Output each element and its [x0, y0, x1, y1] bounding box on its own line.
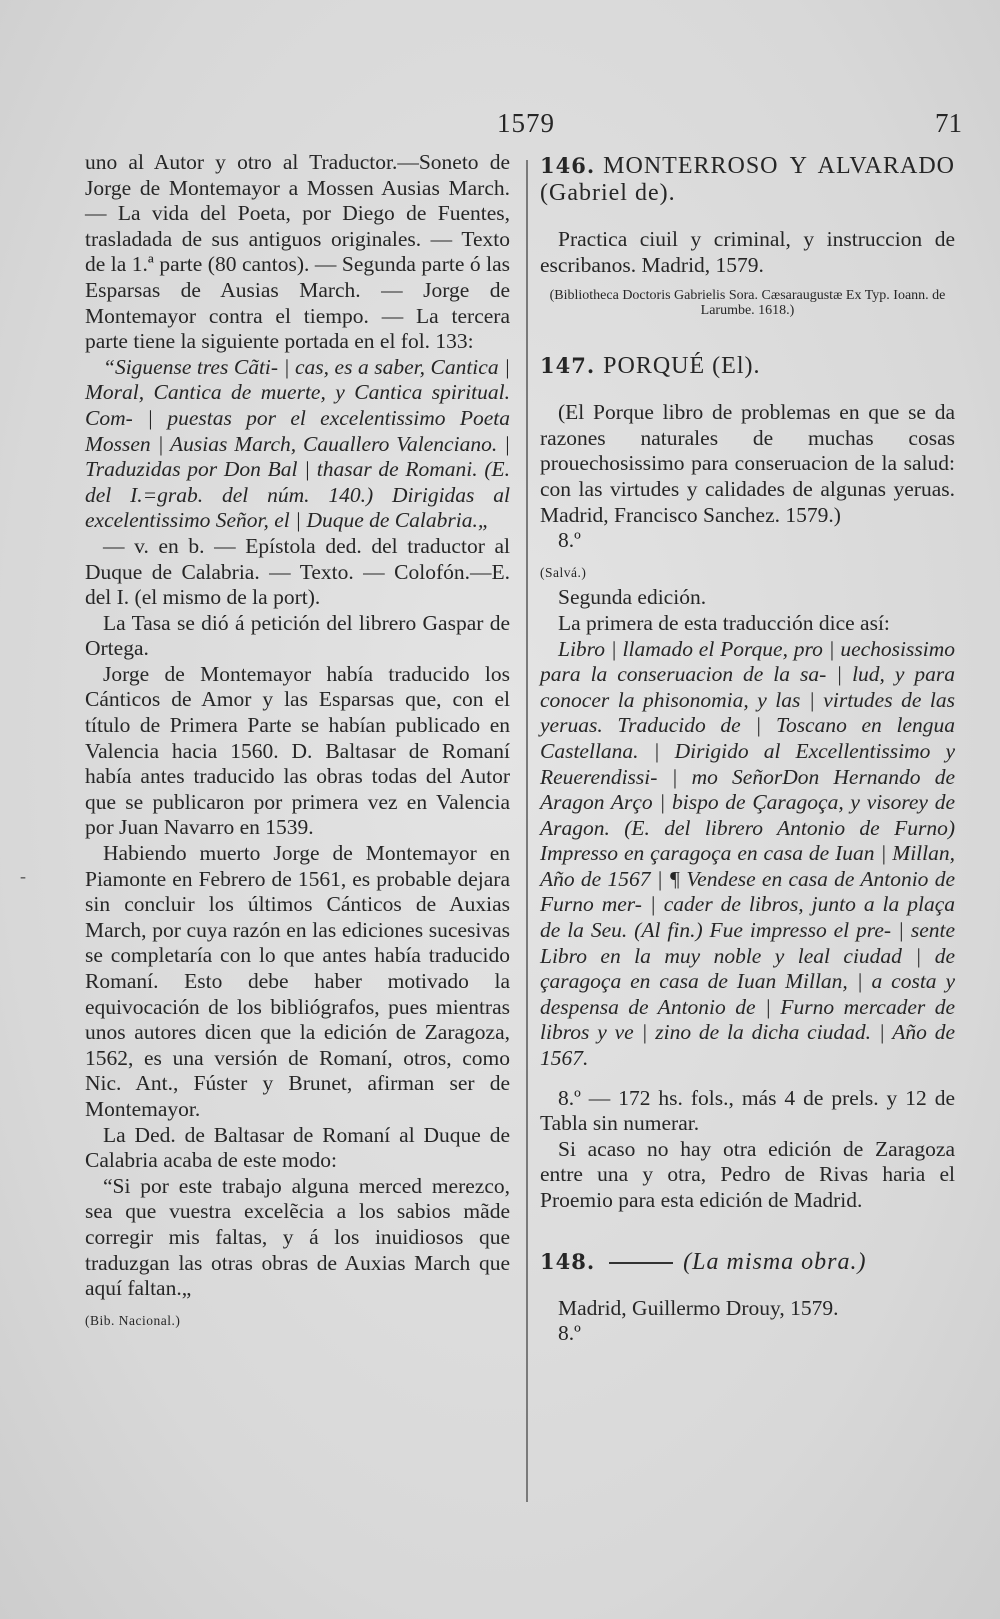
contents-paragraph: uno al Autor y otro al Traductor.—Soneto de Jorge de Montemayor a Mossen Ausias March. — La vida del Poeta, por Diego de Fuentes, trasladada de sus antiguos originales. — Texto de la 1.ª parte (80 cantos). — Segunda parte ó las Esparsas de Ausias March. — Jorge de Montemayor contra el tiempo. — La tercera parte tiene la siguiente portada en el fol. 133:	[85, 150, 510, 354]
page-number: 71	[935, 108, 962, 138]
commentary-paragraph: La Ded. de Baltasar de Romaní al Duque de Calabria acaba de este modo:	[85, 1122, 510, 1173]
contents-continued: — v. en b. — Epístola ded. del traductor al Duque de Calabria. — Texto. — Colofón.—E. del I. (el mismo de la port).	[85, 533, 510, 610]
entry-format: 8.º	[558, 528, 581, 553]
edition-note: Segunda edición.	[558, 585, 707, 610]
left-column	[85, 150, 510, 1333]
entry-title: Practica ciuil y criminal, y instruccion de escribanos. Madrid, 1579.	[540, 227, 955, 277]
title-quotation: “Siguense tres Cãti- | cas, es a saber, Cantica | Moral, Cantica de muerte, y Cantica spiritual. Com- | puestas por el excelentissimo Poeta Mossen | Ausias March, Cauallero Valenciano. | Traduzidas por Don Bal | thasar de Romani. (E. del I.=grab. del núm. 140.) Dirigidas al excelentissimo Señor, el | Duque de Calabria.„	[85, 354, 510, 533]
source-citation: (Bib. Nacional.)	[85, 1312, 181, 1328]
entry-heading: PORQUÉ (El).	[603, 353, 761, 380]
entry-heading: MONTERROSO Y ALVARADO (Gabriel de).	[540, 153, 955, 206]
dedication-quotation: “Si por este trabajo alguna merced merezco, sea que vuestra excelẽcia a los sabios mãde corregir mis faltas, y á los inuidiosos que traduzgan las otras obras de Auxias March que aquí faltan.„	[85, 1173, 510, 1301]
entry-imprint: Madrid, Guillermo Drouy, 1579.	[558, 1295, 839, 1320]
entry-number: 146.	[540, 153, 596, 178]
margin-mark: -	[20, 866, 26, 886]
intro-note: La primera de esta traducción dice así:	[558, 610, 890, 635]
entry-number: 147.	[540, 353, 596, 379]
physical-description: 8.º — 172 hs. fols., más 4 de prels. y 12 de Tabla sin numerar.	[540, 1085, 955, 1136]
page-header-year: 1579	[497, 108, 555, 138]
right-column	[540, 152, 955, 1347]
commentary-paragraph: Si acaso no hay otra edición de Zaragoza entre una y otra, Pedro de Rivas haria el Proemio para esta edición de Madrid.	[540, 1136, 955, 1212]
entry-148	[540, 1248, 955, 1347]
entry-title: (El Porque libro de problemas en que se da razones naturales de muchas cosas prouechosissimo para conseruacion de la salud: con las virtudes y calidades de algunas yeruas. Madrid, Francisco Sanchez. 1579.)	[540, 400, 955, 527]
entry-format: 8.º	[558, 1321, 581, 1346]
tasa-note: La Tasa se dió á petición del librero Gaspar de Ortega.	[85, 610, 510, 661]
commentary-paragraph: Jorge de Montemayor había traducido los Cánticos de Amor y las Esparsas que, con el título de Primera Parte se habían publicado en Valencia hacia 1560. D. Baltasar de Romaní había antes traducido las obras todas del Autor que se publicaron por primera vez en Valencia por Juan Navarro en 1539.	[85, 661, 510, 840]
entry-146	[540, 152, 955, 318]
column-divider	[526, 160, 528, 1502]
source-citation: (Salvá.)	[540, 564, 587, 580]
entry-number: 148.	[540, 1248, 596, 1274]
ditto-dash	[609, 1262, 673, 1264]
entry-source-note: (Bibliotheca Doctoris Gabrielis Sora. Cæsaraugustæ Ex Typ. Ioann. de Larumbe. 1618.)	[549, 288, 946, 319]
title-quotation: Libro | llamado el Porque, pro | uechosissimo para la conseruacion de la sa- | lud, y para conocer la phisonomia, y las | virtudes de las yeruas. Traducido de | Toscano en lengua Castellana. | Dirigido al Excellentissimo y Reuerendissi- | mo SeñorDon Hernando de Aragon Arço | bispo de Çaragoça, y visorey de Aragon. (E. del librero Antonio de Furno) Impresso en çaragoça en casa de Iuan | Millan, Año de 1567 | ¶ Vendese en casa de Antonio de Furno mer- | cader de libros, junto a la plaça de la Seu. (Al fin.) Fue impresso el pre- | sente Libro en la muy noble y leal ciudad | de çaragoça en casa de Iuan Millan, | a costa y despensa de Antonio de | Furno mercader de libros y ve | zino de la dicha ciudad. | Año de 1567.	[540, 636, 955, 1071]
commentary-paragraph: Habiendo muerto Jorge de Montemayor en Piamonte en Febrero de 1561, es probable dejara sin concluir los últimos Cánticos de Auxias March, por cuya razón en las ediciones sucesivas se completaría con lo que antes había traducido Romaní. Esto debe haber motivado la equivocación de los bibliógrafos, pues mientras unos autores dicen que la edición de Zaragoza, 1562, es una versión de Romaní, otros, como Nic. Ant., Fúster y Brunet, afirman ser de Montemayor.	[85, 841, 510, 1121]
entry-147	[540, 352, 955, 1213]
entry-heading: (La misma obra.)	[683, 1248, 867, 1275]
